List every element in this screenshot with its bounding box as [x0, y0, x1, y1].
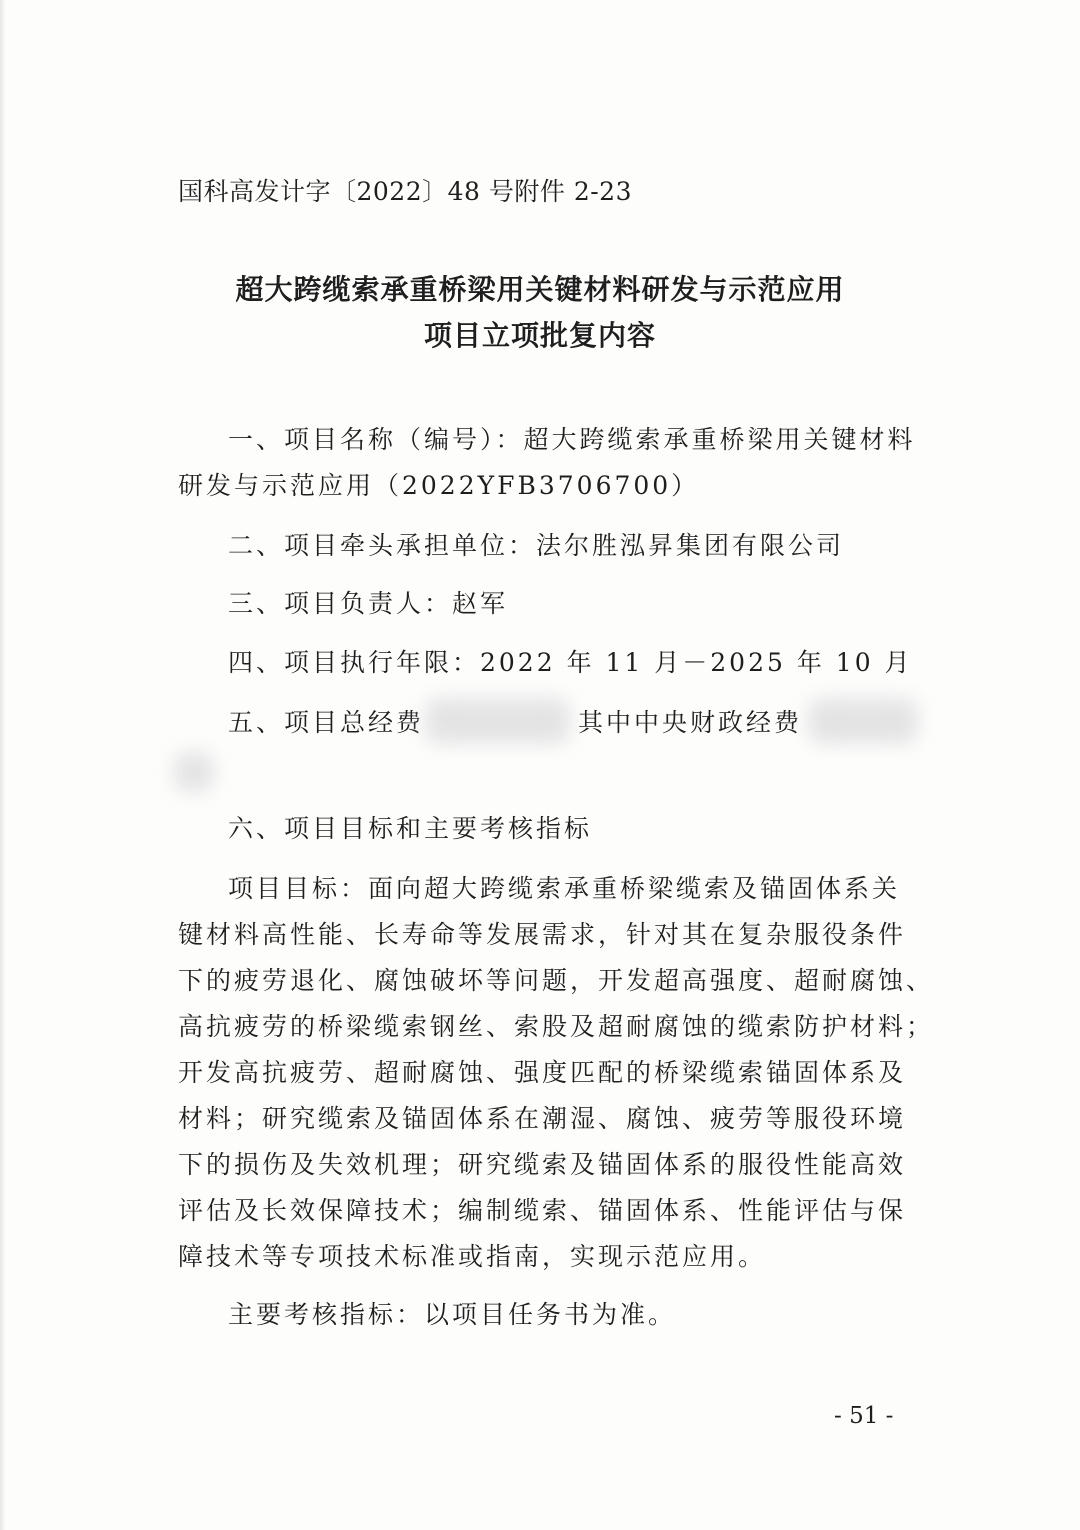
goal-line-5: 开发高抗疲劳、超耐腐蚀、强度匹配的桥梁缆索锚固体系及 — [178, 1058, 907, 1087]
scan-edge-shadow — [0, 0, 6, 1530]
redacted-funding-continuation — [174, 752, 214, 792]
goal-line-6: 材料；研究缆索及锚固体系在潮湿、腐蚀、疲劳等服役环境 — [178, 1104, 907, 1133]
project-name-line-1: 一、项目名称（编号）：超大跨缆索承重桥梁用关键材料 — [228, 425, 916, 454]
redacted-total-funding — [425, 698, 570, 744]
goal-line-2: 键材料高性能、长寿命等发展需求，针对其在复杂服役条件 — [178, 920, 907, 949]
assessment-indicators: 主要考核指标：以项目任务书为准。 — [228, 1300, 677, 1329]
project-name-line-2: 研发与示范应用（2022YFB3706700） — [178, 471, 700, 500]
goal-line-8: 评估及长效保障技术；编制缆索、锚固体系、性能评估与保 — [178, 1196, 907, 1225]
project-leader: 三、项目负责人：赵军 — [228, 589, 509, 618]
total-funding-label: 五、项目总经费 — [228, 708, 425, 737]
lead-organization: 二、项目牵头承担单位：法尔胜泓昇集团有限公司 — [228, 531, 845, 560]
goal-line-3: 下的疲劳退化、腐蚀破坏等问题，开发超高强度、超耐腐蚀、 — [178, 966, 935, 995]
redacted-central-funding — [808, 698, 918, 744]
section-goals-heading: 六、项目目标和主要考核指标 — [228, 814, 593, 843]
page-number: - 51 - — [834, 1403, 894, 1429]
project-period: 四、项目执行年限：2022 年 11 月－2025 年 10 月 — [228, 648, 913, 677]
central-funding-label: 其中中央财政经费 — [578, 708, 803, 737]
document-number: 国科高发计字〔2022〕48 号附件 2-23 — [178, 177, 632, 206]
goal-line-4: 高抗疲劳的桥梁缆索钢丝、索股及超耐腐蚀的缆索防护材料； — [178, 1012, 935, 1041]
document-title-line-1: 超大跨缆索承重桥梁用关键材料研发与示范应用 — [235, 273, 845, 306]
goal-line-9: 障技术等专项技术标准或指南，实现示范应用。 — [178, 1242, 767, 1271]
document-title-line-2: 项目立项批复内容 — [423, 319, 656, 352]
goal-line-1: 项目目标：面向超大跨缆索承重桥梁缆索及锚固体系关 — [228, 874, 901, 903]
goal-line-7: 下的损伤及失效机理；研究缆索及锚固体系的服役性能高效 — [178, 1150, 907, 1179]
